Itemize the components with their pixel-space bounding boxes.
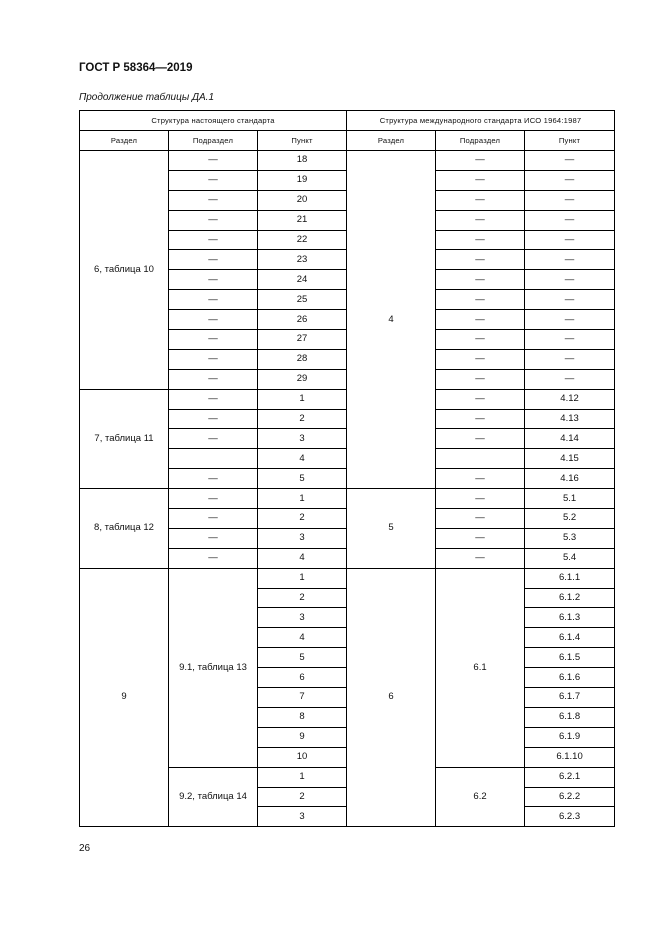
- iso-punkt-cell: 6.2.1: [525, 767, 615, 787]
- iso-podrazdel-cell: —: [436, 429, 525, 449]
- podrazdel-cell: —: [169, 210, 258, 230]
- podrazdel-cell: —: [169, 170, 258, 190]
- iso-punkt-cell: —: [525, 349, 615, 369]
- podrazdel-cell: —: [169, 469, 258, 489]
- iso-punkt-cell: 5.2: [525, 509, 615, 529]
- podrazdel-cell: —: [169, 250, 258, 270]
- podrazdel-cell: —: [169, 330, 258, 350]
- punkt-cell: 3: [258, 429, 347, 449]
- iso-podrazdel-cell: —: [436, 489, 525, 509]
- punkt-cell: 1: [258, 489, 347, 509]
- iso-punkt-cell: 6.1.1: [525, 568, 615, 588]
- iso-punkt-cell: —: [525, 210, 615, 230]
- podrazdel-cell: —: [169, 489, 258, 509]
- punkt-cell: 25: [258, 290, 347, 310]
- table-caption: Продолжение таблицы ДА.1: [79, 92, 215, 103]
- iso-punkt-cell: —: [525, 310, 615, 330]
- iso-punkt-cell: 6.2.3: [525, 807, 615, 827]
- iso-podrazdel-cell: —: [436, 190, 525, 210]
- iso-punkt-cell: 4.16: [525, 469, 615, 489]
- iso-podrazdel-cell: —: [436, 548, 525, 568]
- punkt-cell: 2: [258, 509, 347, 529]
- iso-podrazdel-cell: 6.1: [436, 568, 525, 767]
- punkt-cell: 23: [258, 250, 347, 270]
- iso-podrazdel-cell: —: [436, 151, 525, 171]
- iso-podrazdel-cell: —: [436, 250, 525, 270]
- punkt-cell: 19: [258, 170, 347, 190]
- iso-razdel-cell: 6: [347, 568, 436, 827]
- iso-punkt-cell: —: [525, 250, 615, 270]
- podrazdel-cell: —: [169, 349, 258, 369]
- iso-podrazdel-cell: —: [436, 330, 525, 350]
- iso-punkt-cell: 5.1: [525, 489, 615, 509]
- iso-podrazdel-cell: —: [436, 389, 525, 409]
- punkt-cell: 29: [258, 369, 347, 389]
- iso-punkt-cell: —: [525, 270, 615, 290]
- podrazdel-cell: —: [169, 548, 258, 568]
- iso-podrazdel-cell: —: [436, 349, 525, 369]
- punkt-cell: 3: [258, 528, 347, 548]
- iso-punkt-cell: 6.1.2: [525, 588, 615, 608]
- iso-podrazdel-cell: —: [436, 509, 525, 529]
- punkt-cell: 5: [258, 648, 347, 668]
- podrazdel-cell: —: [169, 190, 258, 210]
- punkt-cell: 1: [258, 767, 347, 787]
- iso-podrazdel-cell: —: [436, 469, 525, 489]
- punkt-cell: 3: [258, 807, 347, 827]
- iso-podrazdel-cell: —: [436, 528, 525, 548]
- table-row: [80, 568, 615, 588]
- punkt-cell: 2: [258, 409, 347, 429]
- table-row: [80, 151, 615, 171]
- iso-podrazdel-cell: —: [436, 230, 525, 250]
- iso-razdel-cell: 5: [347, 489, 436, 569]
- podrazdel-cell: —: [169, 509, 258, 529]
- iso-podrazdel-cell: —: [436, 290, 525, 310]
- iso-punkt-cell: —: [525, 190, 615, 210]
- razdel-cell: 6, таблица 10: [80, 151, 169, 390]
- column-header: Пункт: [258, 131, 347, 151]
- iso-podrazdel-cell: 6.2: [436, 767, 525, 827]
- iso-punkt-cell: —: [525, 170, 615, 190]
- iso-punkt-cell: 6.1.5: [525, 648, 615, 668]
- razdel-cell: 7, таблица 11: [80, 389, 169, 488]
- punkt-cell: 6: [258, 668, 347, 688]
- podrazdel-cell: —: [169, 230, 258, 250]
- punkt-cell: 9: [258, 727, 347, 747]
- iso-punkt-cell: 6.1.3: [525, 608, 615, 628]
- column-header: Раздел: [80, 131, 169, 151]
- correspondence-table: [79, 110, 615, 827]
- iso-punkt-cell: 5.4: [525, 548, 615, 568]
- podrazdel-cell: [169, 449, 258, 469]
- iso-podrazdel-cell: —: [436, 210, 525, 230]
- podrazdel-cell: —: [169, 429, 258, 449]
- punkt-cell: 7: [258, 688, 347, 708]
- iso-punkt-cell: 6.1.8: [525, 707, 615, 727]
- podrazdel-cell: —: [169, 310, 258, 330]
- podrazdel-cell: —: [169, 290, 258, 310]
- iso-punkt-cell: —: [525, 151, 615, 171]
- podrazdel-cell: —: [169, 270, 258, 290]
- iso-punkt-cell: 6.1.10: [525, 747, 615, 767]
- column-header-row: [80, 131, 615, 151]
- punkt-cell: 26: [258, 310, 347, 330]
- punkt-cell: 4: [258, 449, 347, 469]
- page-number: 26: [79, 843, 91, 854]
- punkt-cell: 20: [258, 190, 347, 210]
- iso-punkt-cell: 4.13: [525, 409, 615, 429]
- column-header: Подраздел: [169, 131, 258, 151]
- iso-punkt-cell: —: [525, 230, 615, 250]
- podrazdel-cell: —: [169, 528, 258, 548]
- iso-punkt-cell: 6.1.4: [525, 628, 615, 648]
- group-header-iso: Структура международного стандарта ИСО 1964:1987: [347, 111, 615, 131]
- iso-punkt-cell: 4.15: [525, 449, 615, 469]
- punkt-cell: 4: [258, 548, 347, 568]
- punkt-cell: 1: [258, 568, 347, 588]
- iso-podrazdel-cell: —: [436, 170, 525, 190]
- punkt-cell: 28: [258, 349, 347, 369]
- column-header: Раздел: [347, 131, 436, 151]
- column-header: Пункт: [525, 131, 615, 151]
- iso-punkt-cell: 6.2.2: [525, 787, 615, 807]
- iso-podrazdel-cell: —: [436, 310, 525, 330]
- group-header-row: [80, 111, 615, 131]
- iso-punkt-cell: 6.1.6: [525, 668, 615, 688]
- podrazdel-cell: 9.1, таблица 13: [169, 568, 258, 767]
- podrazdel-cell: —: [169, 409, 258, 429]
- document-header: ГОСТ Р 58364—2019: [79, 62, 193, 74]
- punkt-cell: 2: [258, 787, 347, 807]
- iso-punkt-cell: 5.3: [525, 528, 615, 548]
- podrazdel-cell: —: [169, 369, 258, 389]
- iso-punkt-cell: 6.1.9: [525, 727, 615, 747]
- iso-podrazdel-cell: —: [436, 270, 525, 290]
- iso-razdel-cell: 4: [347, 151, 436, 489]
- punkt-cell: 18: [258, 151, 347, 171]
- iso-punkt-cell: —: [525, 369, 615, 389]
- group-header-national: Структура настоящего стандарта: [80, 111, 347, 131]
- punkt-cell: 22: [258, 230, 347, 250]
- punkt-cell: 1: [258, 389, 347, 409]
- iso-punkt-cell: 4.14: [525, 429, 615, 449]
- razdel-cell: 9: [80, 568, 169, 827]
- punkt-cell: 21: [258, 210, 347, 230]
- punkt-cell: 2: [258, 588, 347, 608]
- iso-punkt-cell: 4.12: [525, 389, 615, 409]
- iso-podrazdel-cell: [436, 449, 525, 469]
- podrazdel-cell: —: [169, 151, 258, 171]
- podrazdel-cell: 9.2, таблица 14: [169, 767, 258, 827]
- iso-podrazdel-cell: —: [436, 409, 525, 429]
- punkt-cell: 10: [258, 747, 347, 767]
- iso-punkt-cell: 6.1.7: [525, 688, 615, 708]
- iso-punkt-cell: —: [525, 290, 615, 310]
- podrazdel-cell: —: [169, 389, 258, 409]
- punkt-cell: 3: [258, 608, 347, 628]
- punkt-cell: 5: [258, 469, 347, 489]
- column-header: Подраздел: [436, 131, 525, 151]
- table-row: [80, 489, 615, 509]
- iso-podrazdel-cell: —: [436, 369, 525, 389]
- razdel-cell: 8, таблица 12: [80, 489, 169, 569]
- punkt-cell: 24: [258, 270, 347, 290]
- punkt-cell: 4: [258, 628, 347, 648]
- punkt-cell: 8: [258, 707, 347, 727]
- iso-punkt-cell: —: [525, 330, 615, 350]
- punkt-cell: 27: [258, 330, 347, 350]
